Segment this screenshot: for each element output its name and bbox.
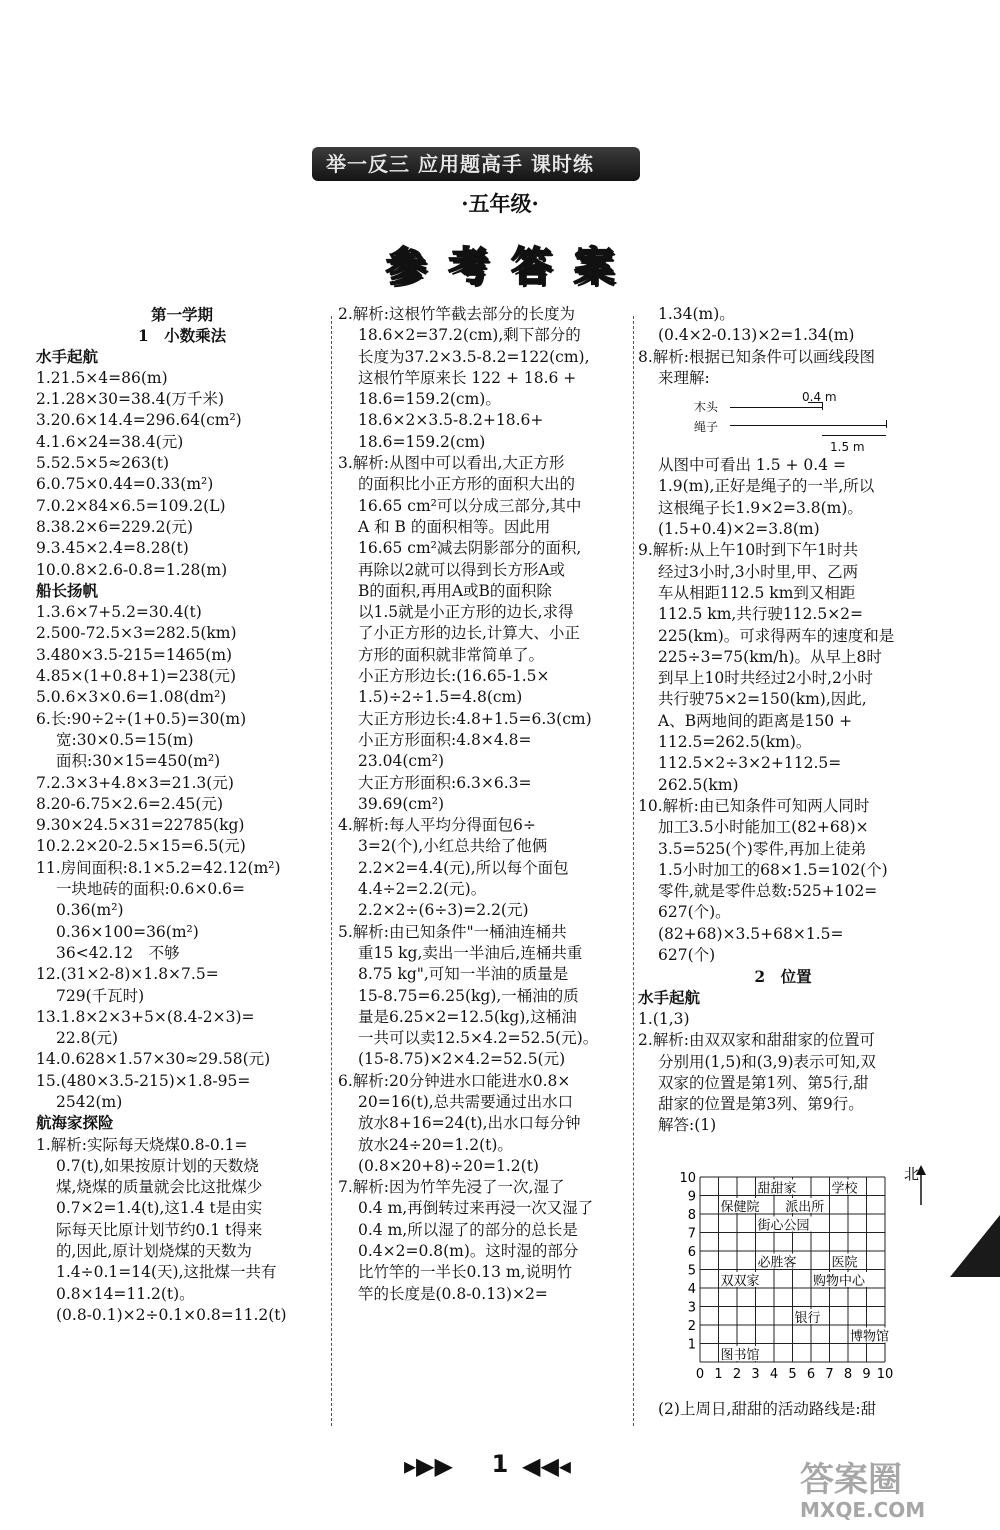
- answer-line: 18.6×2=37.2(cm),剩下部分的: [358, 326, 581, 345]
- x-tick-label: 4: [769, 1366, 779, 1382]
- y-tick-label: 9: [687, 1189, 696, 1205]
- answer-column-1: [36, 304, 328, 1326]
- watermark: [800, 1462, 925, 1521]
- x-tick-label: 2: [732, 1366, 742, 1382]
- answer-line: 共行驶75×2=150(km),因此,: [658, 690, 867, 709]
- answer-line: (2)上周日,甜甜的活动路线是:甜: [658, 1399, 877, 1418]
- y-tick-label: 6: [687, 1244, 696, 1260]
- answer-line: 8.20-6.75×2.6=2.45(元): [36, 794, 223, 813]
- chapter-heading: 1 小数乘法: [137, 326, 227, 346]
- answer-line: 长度为37.2×3.5-8.2=122(cm),: [358, 347, 590, 366]
- title-char: 案: [573, 244, 614, 290]
- page-number: 1: [491, 1450, 509, 1478]
- x-tick-label: 9: [862, 1366, 871, 1382]
- answer-line: 1.4÷0.1=14(天),这批煤一共有: [56, 1263, 277, 1282]
- rope-label: 绳子: [694, 420, 719, 435]
- answer-line: 面积:30×15=450(m²): [56, 752, 221, 771]
- answer-line: 这根绳子长1.9×2=3.8(m)。: [658, 498, 863, 517]
- answer-line: 零件,就是零件总数:525+102=: [658, 882, 878, 901]
- title-char: 考: [448, 244, 489, 290]
- place-label: 双双家: [720, 1273, 760, 1289]
- answer-line: (0.8-0.1)×2÷0.1×0.8=11.2(t): [56, 1305, 287, 1324]
- answer-line: 18.6=159.2(cm): [358, 432, 486, 451]
- grade-label: ·五年级·: [461, 191, 539, 216]
- north-label: 北: [904, 1164, 920, 1183]
- answer-line: 2.解析:这根竹竿截去部分的长度为: [338, 305, 576, 323]
- answer-line: 1.(1,3): [638, 1009, 690, 1028]
- answer-line: 627(个)。: [658, 903, 731, 922]
- answer-line: 0.4×2=0.8(m)。这时湿的部分: [358, 1242, 579, 1261]
- answer-line: 际每天比原计划节约0.1 t得来: [56, 1220, 263, 1239]
- answer-line: 112.5=262.5(km)。: [658, 733, 812, 752]
- answer-line: 大正方形边长:4.8+1.5=6.3(cm): [358, 709, 592, 728]
- answer-line: 39.69(cm²): [358, 794, 445, 813]
- answer-line: 4.1.6×24=38.4(元): [36, 432, 184, 451]
- answer-line: 0.36(m²): [56, 901, 124, 920]
- answer-line: 2542(m): [56, 1092, 123, 1111]
- answer-line: 4.解析:每人平均分得面包6÷: [338, 816, 536, 835]
- bottom-length-label: 1.5 m: [830, 440, 865, 455]
- answer-block: [638, 455, 928, 1137]
- answer-line: 5.0.6×3×0.6=1.08(dm²): [36, 688, 227, 707]
- answer-line: 11.房间面积:8.1×5.2=42.12(m²): [36, 858, 281, 877]
- answer-line: 6.长:90÷2÷(1+0.5)=30(m): [36, 709, 247, 728]
- answer-block: [638, 1399, 928, 1420]
- answer-line: 9.3.45×2.4=8.28(t): [36, 539, 189, 558]
- answer-line: 0.4 m,所以湿了的部分的总长是: [358, 1220, 578, 1239]
- answer-line: 225(km)。可求得两车的速度和是: [658, 626, 895, 645]
- answer-line: 1.5小时加工的68×1.5=102(个): [658, 860, 888, 879]
- answer-line: 双家的位置是第1列、第5行,甜: [658, 1073, 869, 1092]
- x-tick-label: 5: [788, 1366, 797, 1382]
- answer-line: 9.解析:从上午10时到下午1时共: [638, 541, 859, 560]
- section-heading: 船长扬帆: [36, 581, 99, 600]
- answer-line: 23.04(cm²): [358, 752, 445, 771]
- x-tick-label: 0: [695, 1366, 705, 1382]
- answer-line: 262.5(km): [658, 775, 739, 794]
- place-label: 学校: [831, 1181, 858, 1197]
- answer-line: 2.500-72.5×3=282.5(km): [36, 624, 237, 643]
- answer-line: 225÷3=75(km/h)。从早上8时: [658, 647, 882, 666]
- answer-line: B的面积,再用A或B的面积除: [358, 581, 552, 600]
- answer-line: 1.3.6×7+5.2=30.4(t): [36, 603, 202, 622]
- answer-line: 22.8(元): [56, 1029, 119, 1048]
- answer-line: (0.8×20+8)÷20=1.2(t): [358, 1156, 539, 1175]
- place-label: 甜甜家: [757, 1181, 797, 1197]
- answer-line: 3.480×3.5-215=1465(m): [36, 645, 233, 664]
- answer-line: 36<42.12 不够: [56, 943, 180, 962]
- wood-label: 木头: [694, 400, 719, 415]
- column-divider: [331, 316, 332, 1426]
- x-tick-label: 10: [876, 1366, 894, 1382]
- y-tick-label: 7: [687, 1226, 696, 1242]
- answer-line: 1.34(m)。: [658, 305, 735, 323]
- answer-line: 一共可以卖12.5×4.2=52.5(元)。: [358, 1029, 599, 1048]
- x-tick-label: 1: [714, 1366, 723, 1382]
- answer-line: 0.8×14=11.2(t)。: [56, 1284, 195, 1303]
- answer-line: 15-8.75=6.25(kg),一桶油的质: [358, 986, 579, 1005]
- answer-line: 重15 kg,卖出一半油后,连桶共重: [358, 943, 583, 962]
- answer-line: 2.2×2÷(6÷3)=2.2(元): [358, 901, 529, 920]
- answer-line: 6.解析:20分钟进水口能进水0.8×: [338, 1071, 571, 1090]
- answer-line: 比竹竿的一半长0.13 m,说明竹: [358, 1263, 573, 1282]
- y-tick-label: 1: [687, 1337, 696, 1353]
- place-label: 派出所: [785, 1199, 825, 1215]
- answer-line: 了小正方形的边长,计算大、小正: [358, 624, 580, 643]
- answer-line: 16.65 cm²减去阴影部分的面积,: [358, 539, 582, 558]
- answer-line: 4.4÷2=2.2(元)。: [358, 880, 487, 899]
- nav-arrows-left-icon: ▸▶▶: [404, 1452, 453, 1480]
- answer-line: 7.2.3×3+4.8×3=21.3(元): [36, 773, 234, 792]
- answer-line: 一块地砖的面积:0.6×0.6=: [56, 880, 245, 899]
- answer-line: 1.21.5×4=86(m): [36, 368, 168, 387]
- answer-line: 1.5)÷2÷1.5=4.8(cm): [358, 688, 523, 707]
- grid-map-svg: [638, 1137, 928, 1399]
- answer-block: [638, 304, 928, 389]
- answer-line: 2.2×2=4.4(元),所以每个面包: [358, 858, 569, 877]
- answer-line: 8.解析:根据已知条件可以画线段图: [638, 347, 876, 366]
- answer-line: 2.1.28×30=38.4(万千米): [36, 390, 225, 409]
- answer-line: 1.9(m),正好是绳子的一半,所以: [658, 477, 875, 496]
- answer-line: 到早上10时共经过2小时,2小时: [658, 669, 873, 688]
- answer-line: 放水24÷20=1.2(t)。: [358, 1135, 513, 1154]
- answer-line: 方形的面积就非常简单了。: [358, 645, 545, 664]
- answer-line: 小正方形面积:4.8×4.8=: [358, 730, 532, 749]
- answer-line: 13.1.8×2×3+5×(8.4-2×3)=: [36, 1007, 255, 1026]
- segment-bracket: [808, 402, 822, 403]
- place-label: 必胜客: [757, 1255, 797, 1271]
- x-tick-label: 8: [843, 1366, 853, 1382]
- title-char: 答: [511, 244, 552, 290]
- answer-line: 7.0.2×84×6.5=109.2(L): [36, 496, 226, 515]
- answer-line: 甜家的位置是第3列、第9行。: [658, 1095, 864, 1114]
- y-tick-label: 5: [687, 1263, 696, 1279]
- segment-tick: [886, 420, 887, 428]
- answer-line: 这根竹竿原来长 122 + 18.6 +: [358, 368, 577, 387]
- answer-line: (82+68)×3.5+68×1.5=: [658, 924, 844, 943]
- x-tick-label: 6: [806, 1366, 816, 1382]
- answer-line: 10.0.8×2.6-0.8=1.28(m): [36, 560, 228, 579]
- answer-line: 0.7(t),如果按原计划的天数烧: [56, 1156, 259, 1175]
- answer-line: 8.38.2×6=229.2(元): [36, 517, 194, 536]
- answer-line: 的,因此,原计划烧煤的天数为: [56, 1242, 252, 1261]
- y-tick-label: 10: [679, 1170, 696, 1186]
- answer-line: 分别用(1,5)和(3,9)表示可知,双: [658, 1052, 876, 1071]
- answer-line: 以1.5就是小正方形的边长,求得: [358, 603, 574, 622]
- answer-line: 15.(480×3.5-215)×1.8-95=: [36, 1071, 251, 1090]
- answer-line: 9.30×24.5×31=22785(kg): [36, 816, 245, 835]
- answer-line: 5.解析:由已知条件"一桶油连桶共: [338, 922, 567, 941]
- section-heading: 航海家探险: [36, 1114, 114, 1133]
- chapter-heading: 第一学期: [150, 305, 213, 324]
- answer-line: 4.85×(1+0.8+1)=238(元): [36, 667, 237, 686]
- corner-triangle: [950, 1215, 1000, 1277]
- answer-line: 0.7×2=1.4(t),这1.4 t是由实: [56, 1199, 263, 1218]
- position-map: [638, 1137, 928, 1399]
- answer-line: 煤,烧煤的质量就会比这批煤少: [56, 1178, 263, 1197]
- column-divider: [633, 316, 634, 1426]
- answer-line: (0.4×2-0.13)×2=1.34(m): [658, 326, 855, 345]
- x-tick-label: 7: [825, 1366, 834, 1382]
- place-label: 博物馆: [850, 1329, 890, 1345]
- answer-line: 1.解析:实际每天烧煤0.8-0.1=: [36, 1135, 248, 1154]
- answer-line: A 和 B 的面积相等。因此用: [358, 517, 551, 536]
- answer-line: 竿的长度是(0.8-0.13)×2=: [358, 1284, 548, 1303]
- answer-line: 6.0.75×0.44=0.33(m²): [36, 475, 214, 494]
- answer-line: 3.解析:从图中可以看出,大正方形: [338, 454, 565, 473]
- answer-line: 车从相距112.5 km到又相距: [658, 583, 856, 602]
- answer-column-3: [638, 304, 928, 1420]
- place-label: 医院: [831, 1255, 858, 1271]
- answer-line: 10.2.2×20-2.5×15=6.5(元): [36, 837, 246, 856]
- answer-line: 放水8+16=24(t),出水口每分钟: [358, 1114, 581, 1133]
- wood-segment: [730, 407, 822, 408]
- section-heading: 水手起航: [638, 988, 701, 1007]
- top-length-label: 0.4 m: [802, 390, 837, 405]
- place-label: 街心公园: [757, 1218, 810, 1234]
- y-tick-label: 8: [687, 1207, 696, 1223]
- answer-line: 3=2(个),小红总共给了他俩: [358, 837, 548, 856]
- rope-segment: [730, 425, 886, 426]
- answer-line: 18.6×2×3.5-8.2+18.6+: [358, 411, 544, 430]
- answer-line: 大正方形面积:6.3×6.3=: [358, 773, 532, 792]
- page-title: [380, 238, 620, 296]
- answer-line: 3.5=525(个)零件,再加上徒弟: [658, 839, 867, 858]
- answer-line: 0.36×100=36(m²): [56, 922, 199, 941]
- answer-line: 3.20.6×14.4=296.64(cm²): [36, 411, 242, 430]
- answer-line: 的面积比小正方形的面积大出的: [358, 475, 576, 494]
- series-banner: 举一反三 应用题高手 课时练: [312, 147, 640, 181]
- answer-line: 加工3.5小时能加工(82+68)×: [658, 818, 869, 837]
- answer-line: 来理解:: [658, 368, 710, 387]
- answer-line: 宽:30×0.5=15(m): [56, 730, 194, 749]
- answer-line: 小正方形边长:(16.65-1.5×: [358, 667, 550, 686]
- answer-line: 729(千瓦时): [56, 986, 145, 1005]
- answer-line: 112.5 km,共行驶112.5×2=: [658, 605, 864, 624]
- place-label: 银行: [794, 1310, 821, 1326]
- place-label: 保健院: [720, 1199, 760, 1215]
- answer-line: A、B两地间的距离是150 +: [658, 711, 853, 730]
- answer-line: 7.解析:因为竹竿先浸了一次,湿了: [338, 1178, 565, 1197]
- segment-tick: [822, 402, 823, 410]
- answer-line: 再除以2就可以得到长方形A或: [358, 560, 566, 579]
- watermark-main: 答案圈: [800, 1460, 902, 1500]
- answer-line: 8.75 kg",可知一半油的质量是: [358, 965, 569, 984]
- y-tick-label: 3: [687, 1300, 696, 1316]
- answer-line: 从图中可看出 1.5 + 0.4 =: [658, 456, 846, 475]
- answer-line: 112.5×2÷3×2+112.5=: [658, 754, 842, 773]
- answer-line: 0.4 m,再倒转过来再浸一次又湿了: [358, 1199, 594, 1218]
- place-label: 购物中心: [813, 1273, 866, 1289]
- segment-bracket: [822, 435, 886, 436]
- watermark-url: MXQE.COM: [800, 1498, 926, 1523]
- title-char: 参: [386, 244, 426, 290]
- answer-line: 10.解析:由已知条件可知两人同时: [638, 796, 870, 815]
- y-tick-label: 2: [687, 1318, 696, 1334]
- answer-line: 5.52.5×5≈263(t): [36, 454, 170, 473]
- nav-arrows-right-icon: ◀◀◂: [522, 1452, 571, 1480]
- answer-line: 20=16(t),总共需要通过出水口: [358, 1092, 574, 1111]
- answer-line: (15-8.75)×2×4.2=52.5(元): [358, 1050, 566, 1069]
- answer-line: 解答:(1): [658, 1116, 717, 1135]
- answer-line: 2.解析:由双双家和甜甜家的位置可: [638, 1031, 876, 1050]
- answer-line: 12.(31×2-8)×1.8×7.5=: [36, 965, 219, 984]
- y-tick-label: 4: [687, 1281, 696, 1297]
- answer-line: 627(个): [658, 946, 716, 965]
- answer-line: (1.5+0.4)×2=3.8(m): [658, 520, 820, 539]
- answer-line: 经过3小时,3小时里,甲、乙两: [658, 562, 859, 581]
- place-label: 图书馆: [720, 1347, 760, 1363]
- answer-line: 量是6.25×2=12.5(kg),这桶油: [358, 1007, 577, 1026]
- segment-diagram: [638, 389, 928, 455]
- chapter-heading: 2 位置: [754, 967, 812, 987]
- answer-line: 16.65 cm²可以分成三部分,其中: [358, 496, 582, 515]
- answer-line: 18.6=159.2(cm)。: [358, 390, 501, 409]
- answer-line: 14.0.628×1.57×30≈29.58(元): [36, 1050, 271, 1069]
- section-heading: 水手起航: [36, 347, 99, 366]
- x-tick-label: 3: [751, 1366, 760, 1382]
- answer-column-2: [338, 304, 628, 1305]
